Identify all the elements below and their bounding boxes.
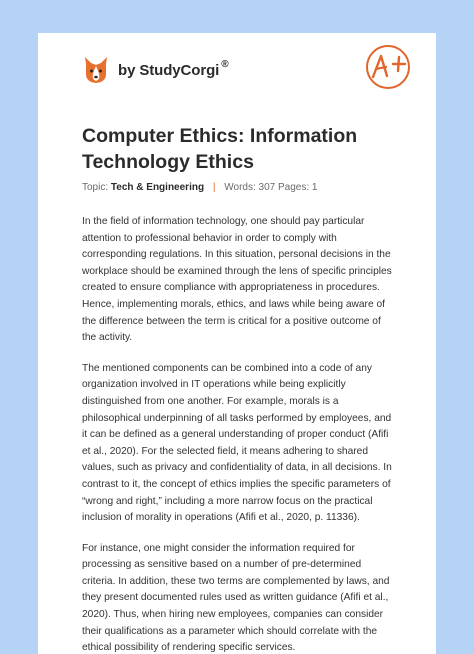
document-meta bbox=[82, 182, 317, 193]
paragraph: In the field of information technology, one should pay particular attention to professional behavior in order to comply with corresponding regulations. In this situation, personal decisions in the workplace should be examined through the lens of specific principles created to ensure compliance with appropriateness in procedures. Hence, implementing morals, ethics, and laws while being aware of the difference between the term is critical for a positive outcome of the activity. bbox=[82, 216, 392, 344]
paragraph: The mentioned components can be combined into a code of any organization involved in IT operations while being explicitly distinguished from one another. For example, morals is a philosophical underpinning of all tasks performed by employees, and it can be defined as a general understanding of proper conduct (Afifi et al., 2020). For the selected field, it means adhering to shared values, such as privacy and confidentiality of data, in all decisions. In contrast to it, the concept of ethics implies the specific parameters of “wrong and right,” including a more narrow focus on the practical inclusion of morality in operations (Afifi et al., 2020, p. 11336). bbox=[82, 362, 392, 524]
meta-separator: | bbox=[212, 182, 216, 193]
topic-link[interactable]: Tech & Engineering bbox=[110, 182, 205, 193]
document-title: Computer Ethics: Information Technology Ethics bbox=[82, 125, 358, 173]
paragraph: For instance, one might consider the information required for processing as sensitive based on a number of pre-determined criteria. In addition, these two terms are complemented by laws, and they present documented rules used as written guidance (Afifi et al., 2020). Thus, when hiring new employees, companies can consider their qualifications as a parameter which should correlate with the ethical possibility of rendering specific services. bbox=[82, 542, 390, 654]
brand-name: by StudyCorgi ® bbox=[118, 59, 229, 79]
corgi-logo-icon bbox=[82, 55, 110, 85]
document-body bbox=[82, 214, 395, 654]
a-plus-badge-icon bbox=[364, 43, 412, 91]
brand-header[interactable] bbox=[82, 55, 228, 85]
word-count: Words: 307 bbox=[224, 182, 276, 193]
page-count: Pages: 1 bbox=[277, 182, 318, 193]
document-page bbox=[38, 33, 436, 654]
topic-label: Topic: bbox=[82, 182, 109, 193]
